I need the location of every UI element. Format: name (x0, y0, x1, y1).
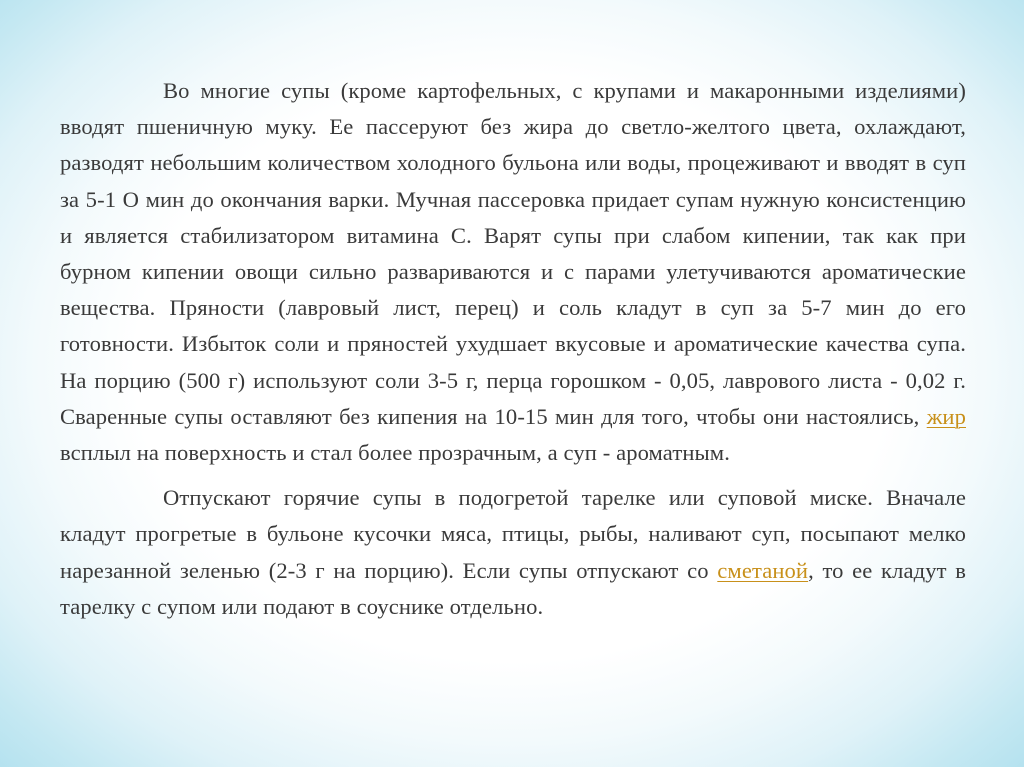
text-block (60, 73, 966, 625)
paragraph-2-text-after: , то ее кладут в тарелку с супом или подают в соуснике отдельно. (60, 557, 966, 619)
paragraph-1-text-before: Во многие супы (кроме картофельных, с крупами и макаронными изделиями) вводят пшеничную муку. Ее пассеруют без жира до светло-желтого цвета, охлаждают, разводят небольшим количеством холодного бульона или воды, процеживают и вводят в суп за 5-1 О мин до окончания варки. Мучная пассеровка придает супам нужную консистенцию и является стабилизатором витамина С. Варят супы при слабом кипении, так как при бурном кипении овощи сильно развариваются и с парами улетучиваются ароматические вещества. Пряности (лавровый лист, перец) и соль кладут в суп за 5-7 мин до его готовности. Избыток соли и пряностей ухудшает вкусовые и ароматические качества супа. На порцию (500 г) используют соли 3-5 г, перца горошком - 0,05, лаврового листа - 0,02 г. Сваренные супы оставляют без кипения на 10-15 мин для того, чтобы они настоялись, (60, 78, 966, 429)
link-fat[interactable]: жир (926, 403, 966, 429)
link-sour-cream[interactable]: сметаной (717, 557, 809, 583)
paragraph-2-text-before: Отпускают горячие супы в подогретой тарелке или суповой миске. Вначале кладут прогретые в бульоне кусочки мяса, птицы, рыбы, наливают суп, посыпают мелко нарезанной зеленью (2-3 г на порцию). Если супы отпускают со (60, 485, 966, 583)
paragraph-soup-serving (60, 480, 966, 625)
paragraph-soup-preparation (60, 73, 966, 471)
paragraph-1-text-after: всплыл на поверхность и стал более прозрачным, а суп - ароматным. (60, 440, 730, 466)
